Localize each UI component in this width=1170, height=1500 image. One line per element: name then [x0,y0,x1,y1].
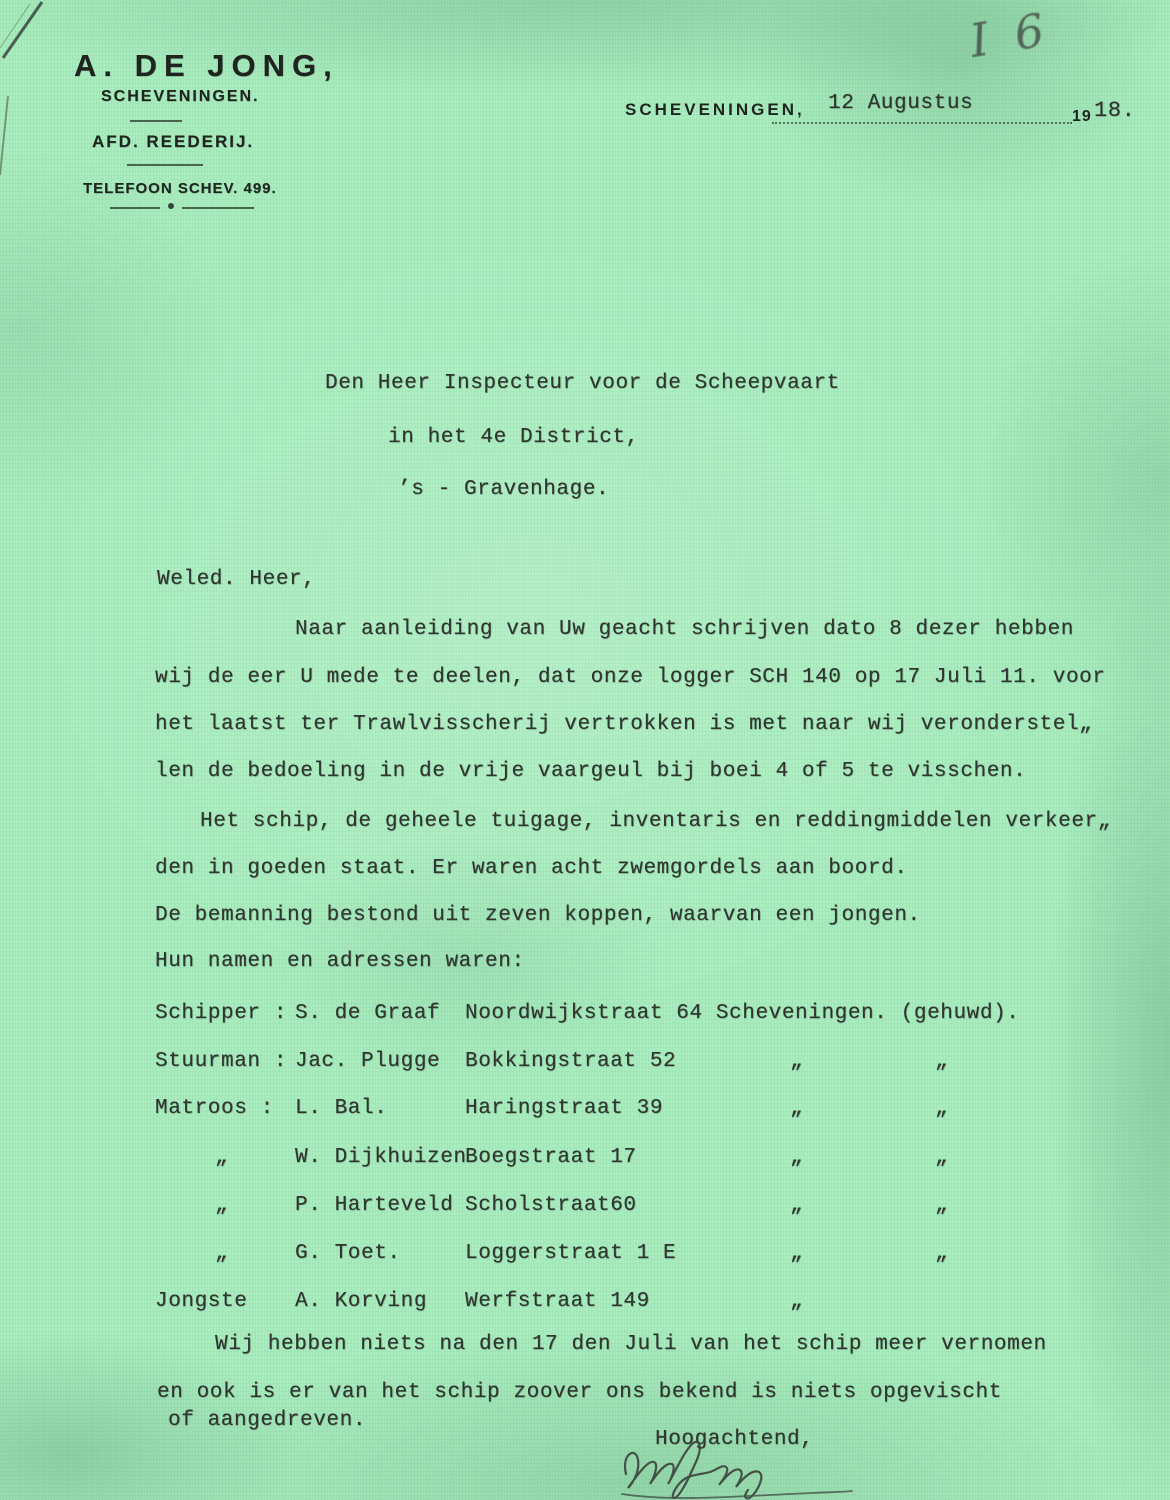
crew-role: Jongste [155,1290,248,1313]
recipient-line-1: Den Heer Inspecteur voor de Scheepvaart [325,372,840,395]
letterhead-divider-3-left [110,207,160,209]
handwritten-signature [612,1436,912,1500]
crew-role: „ [215,1146,229,1169]
crew-ditto-2: „ [935,1146,949,1169]
dateline-typed-date: 12 Augustus [828,92,974,115]
crew-address: Werfstraat 149 [465,1290,650,1313]
crew-role: Matroos : [155,1097,274,1120]
closing-salutation: Hoogachtend, [655,1428,814,1451]
body-line: Wij hebben niets na den 17 den Juli van het schip meer vernomen [215,1333,1047,1356]
body-line: het laatst ter Trawlvisscherij vertrokken is met naar wij veronderstel„ [155,713,1093,736]
crew-ditto-1: „ [790,1194,804,1217]
crew-ditto-1: „ [790,1242,804,1265]
crew-row [155,1146,1155,1186]
crew-row [155,1194,1155,1234]
letterhead-divider-2 [127,164,203,166]
handwritten-annotation: I 6 [966,2,1054,68]
crew-name: A. Korving [295,1290,428,1313]
crew-ditto-2: „ [935,1242,949,1265]
crew-ditto-2: „ [935,1050,949,1073]
crew-name: W. Dijkhuizen [295,1146,467,1169]
body-line: len de bedoeling in de vrije vaargeul bij boei 4 of 5 te visschen. [155,760,1027,783]
crew-name: S. de Graaf [295,1002,441,1025]
body-line: Het schip, de geheele tuigage, inventaris en reddingmiddelen verkeer„ [200,810,1111,833]
crew-address: Loggerstraat 1 E [465,1242,677,1265]
crew-row [155,1290,1155,1330]
letterhead-divider-dot [168,203,174,209]
crew-name: P. Harteveld [295,1194,454,1217]
salutation: Weled. Heer, [157,568,316,591]
crew-ditto-2: „ [935,1194,949,1217]
body-line: De bemanning bestond uit zeven koppen, waarvan een jongen. [155,904,921,927]
letterhead-department: AFD. REEDERIJ. [92,132,255,151]
crew-address: Scholstraat60 [465,1194,637,1217]
crew-row [155,1242,1155,1282]
letterhead-company-name: A. DE JONG, [74,48,339,83]
crew-role: „ [215,1242,229,1265]
crew-address: Bokkingstraat 52 [465,1050,677,1073]
crew-ditto-1: „ [790,1290,804,1313]
letterhead-divider-1 [130,120,182,122]
crew-name: Jac. Plugge [295,1050,441,1073]
crew-ditto-1: „ [790,1050,804,1073]
crew-name: G. Toet. [295,1242,401,1265]
crew-address: Noordwijkstraat 64 Scheveningen. (gehuwd). [465,1002,1020,1025]
body-line: of aangedreven. [168,1409,367,1432]
recipient-line-2: in het 4e District, [388,426,639,449]
dateline-year-printed: 19 [1072,108,1092,125]
body-line: den in goeden staat. Er waren acht zwemgordels aan boord. [155,857,908,880]
dateline-year-typed: 18. [1094,98,1136,123]
crew-ditto-1: „ [790,1146,804,1169]
crew-role: „ [215,1194,229,1217]
crew-ditto-1: „ [790,1097,804,1120]
body-line: Naar aanleiding van Uw geacht schrijven dato 8 dezer hebben [295,618,1074,641]
recipient-line-3: ’s - Gravenhage. [398,478,610,501]
crew-row [155,1050,1155,1090]
body-line: en ook is er van het schip zoover ons bekend is niets opgevischt [157,1381,1002,1404]
crew-ditto-2: „ [935,1097,949,1120]
crew-role: Stuurman : [155,1050,288,1073]
letterhead-phone: TELEFOON SCHEV. 499. [83,180,277,197]
crew-name: L. Bal. [295,1097,388,1120]
dateline-place: SCHEVENINGEN, [625,100,805,119]
crew-address: Haringstraat 39 [465,1097,664,1120]
crew-row [155,1002,1155,1042]
crew-row [155,1097,1155,1137]
letterhead-divider-3-right [182,207,254,209]
body-line: wij de eer U mede te deelen, dat onze logger SCH 140 op 17 Juli 11. voor [155,666,1106,689]
letterhead-city: SCHEVENINGEN. [101,88,260,105]
crew-address: Boegstraat 17 [465,1146,637,1169]
crew-role: Schipper : [155,1002,288,1025]
body-line: Hun namen en adressen waren: [155,950,525,973]
